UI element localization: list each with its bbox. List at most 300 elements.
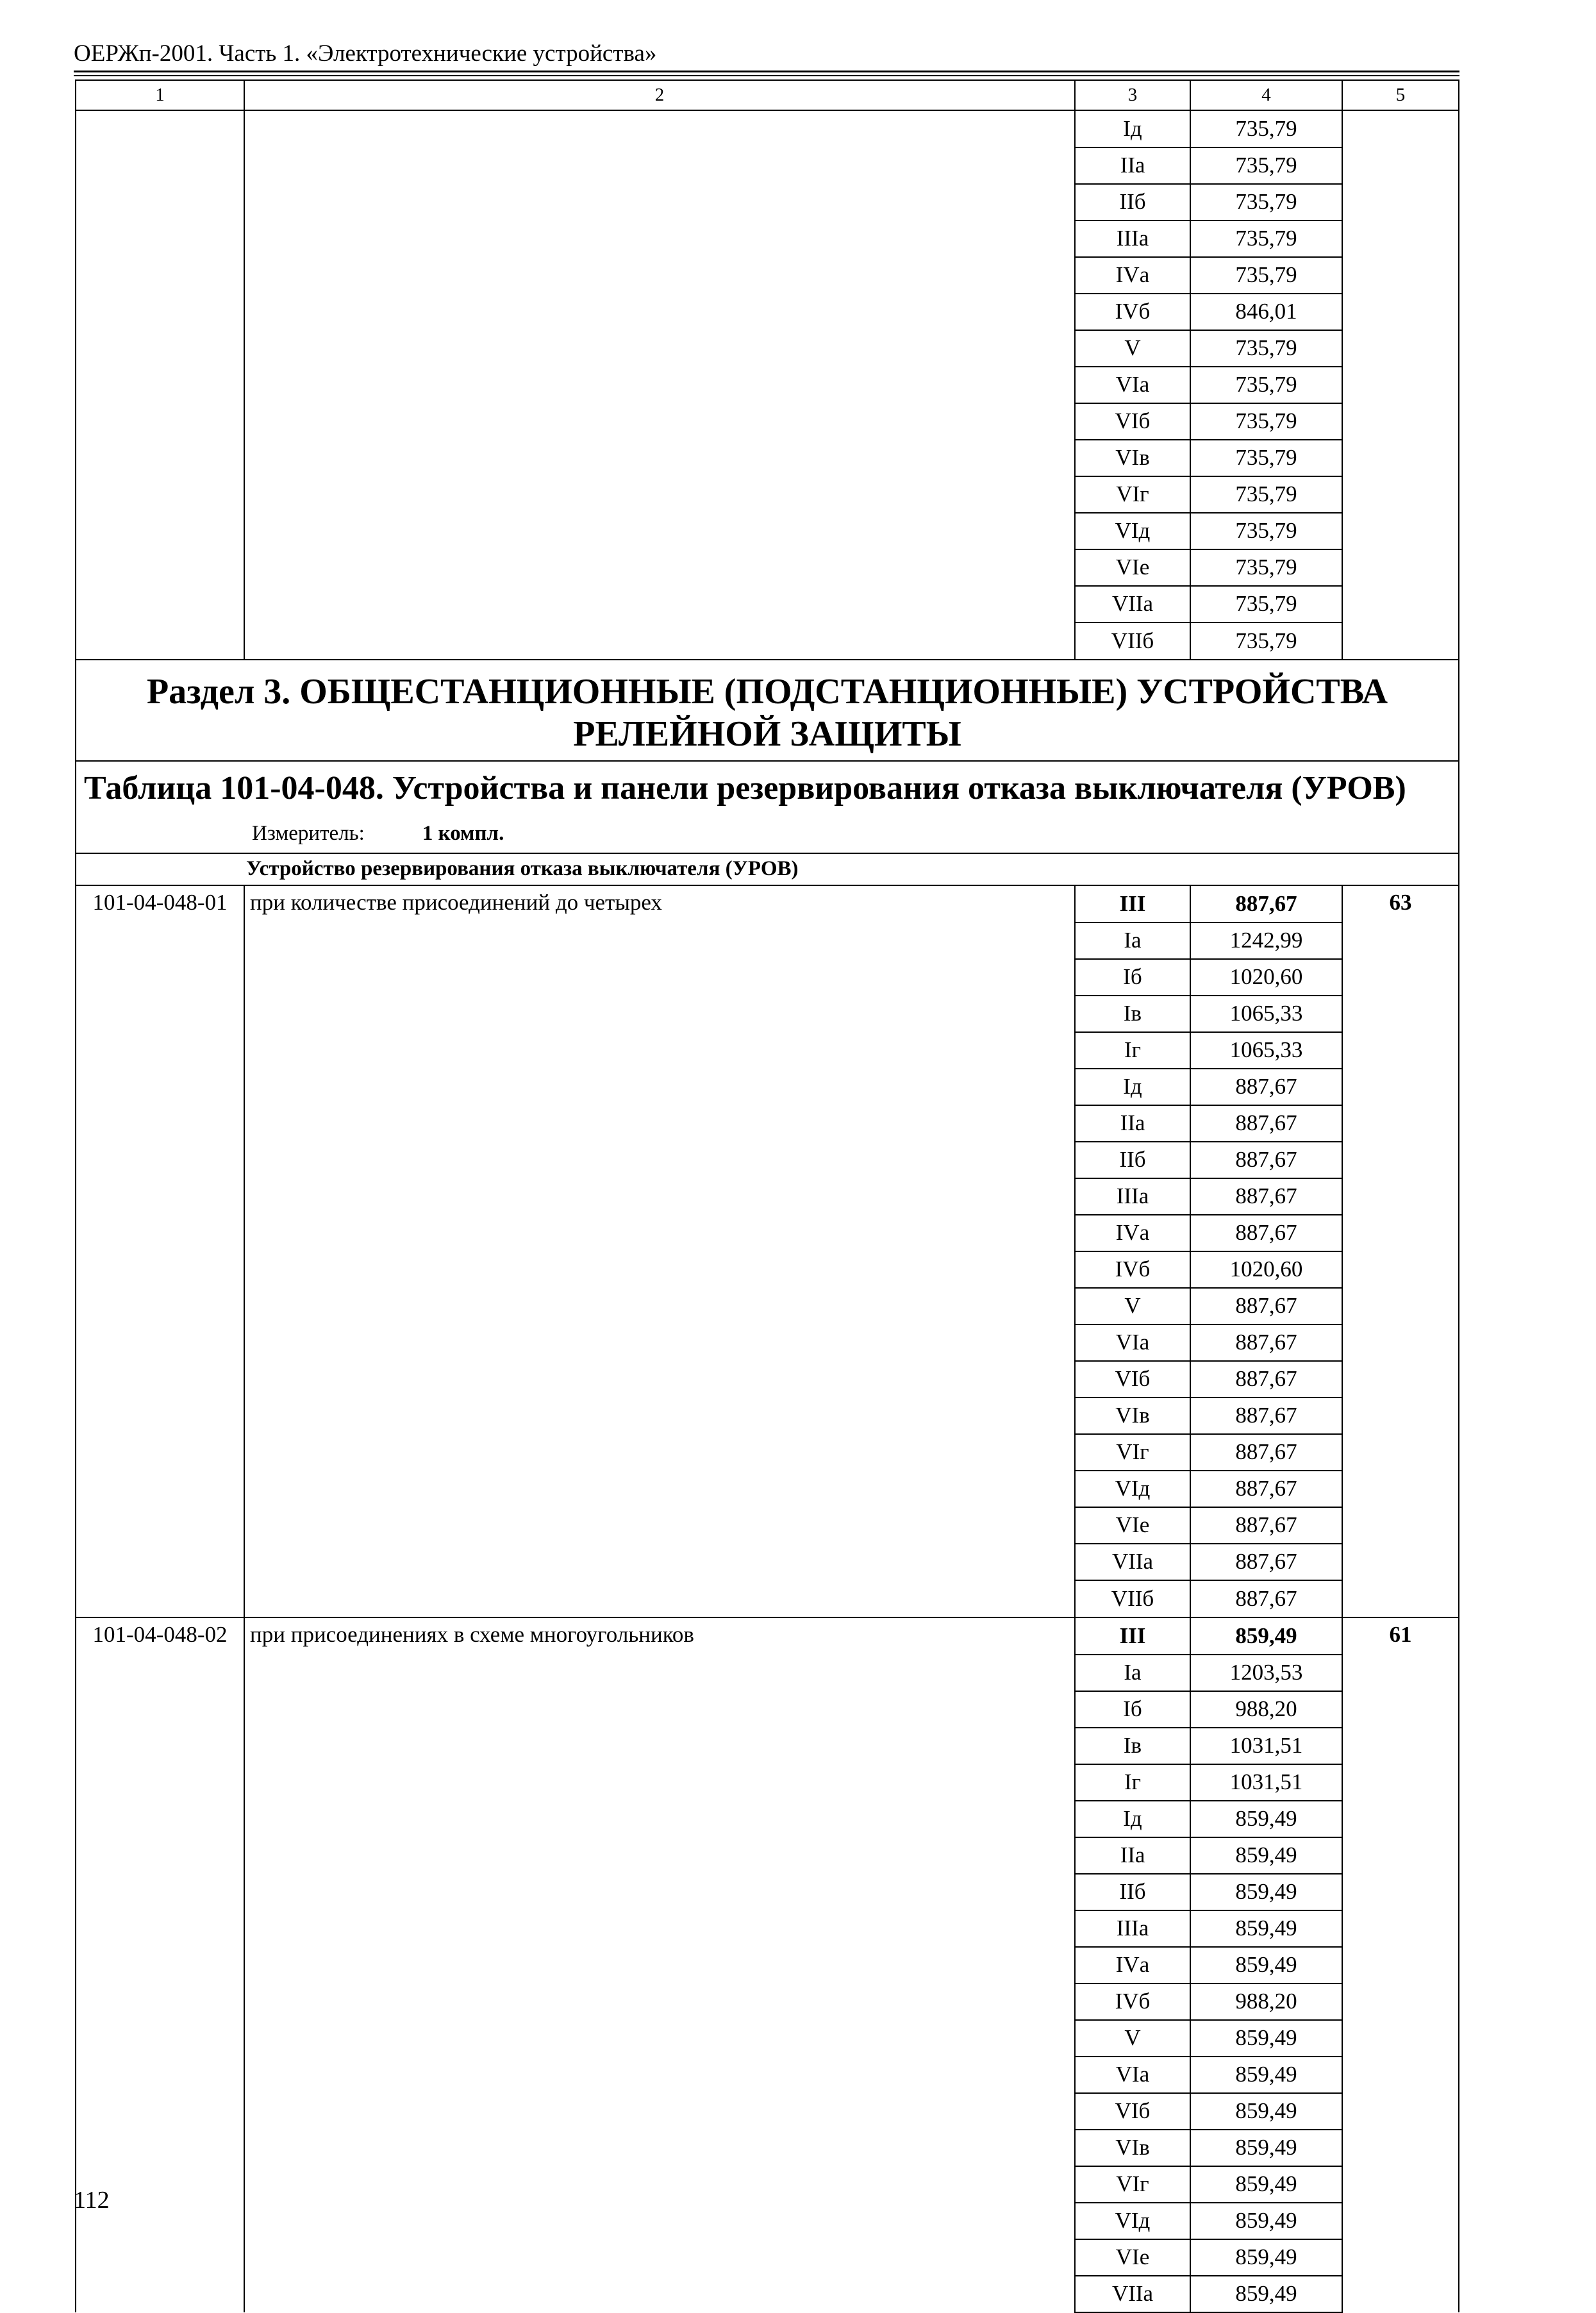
col5-cell xyxy=(1342,1069,1459,1105)
code-cell xyxy=(76,1801,244,1837)
zone-cell: Iг xyxy=(1075,1032,1190,1069)
price-cell: 859,49 xyxy=(1190,1837,1342,1874)
code-cell xyxy=(76,1764,244,1801)
price-cell: 859,49 xyxy=(1190,1801,1342,1837)
table-row xyxy=(76,2166,1459,2203)
zone-cell: VIе xyxy=(1075,1507,1190,1544)
code-cell xyxy=(76,1655,244,1691)
col5-cell xyxy=(1342,1691,1459,1728)
description-cell xyxy=(244,1580,1075,1617)
table-row xyxy=(76,1801,1459,1837)
table-title: Таблица 101-04-048. Устройства и панели резервирования отказа выключателя (УРОВ) xyxy=(84,770,1406,807)
column-number-row xyxy=(76,80,1459,110)
zone-cell: VIIа xyxy=(1075,2276,1190,2312)
price-cell: 1065,33 xyxy=(1190,1032,1342,1069)
code-cell xyxy=(76,1398,244,1434)
col5-cell xyxy=(1342,959,1459,996)
col5-cell xyxy=(1342,1251,1459,1288)
code-cell xyxy=(76,1069,244,1105)
col5-cell xyxy=(1342,2057,1459,2093)
zone-cell: IIа xyxy=(1075,147,1190,184)
price-cell: 735,79 xyxy=(1190,476,1342,513)
header-rule xyxy=(74,71,1459,72)
price-cell: 735,79 xyxy=(1190,622,1342,660)
meter-label: Измеритель: xyxy=(252,821,365,845)
description-cell xyxy=(244,1983,1075,2020)
header-rule-thin xyxy=(74,75,1459,76)
zone-cell: IIб xyxy=(1075,1874,1190,1910)
zone-cell: VIб xyxy=(1075,2093,1190,2130)
table-row xyxy=(76,1471,1459,1507)
description-cell xyxy=(244,2020,1075,2057)
price-cell: 859,49 xyxy=(1190,2203,1342,2239)
description-cell xyxy=(244,622,1075,660)
price-cell: 735,79 xyxy=(1190,403,1342,440)
table-row xyxy=(76,1874,1459,1910)
zone-cell: IIб xyxy=(1075,1142,1190,1178)
description-cell xyxy=(244,1910,1075,1947)
col5-cell xyxy=(1342,1178,1459,1215)
col5-cell xyxy=(1342,1983,1459,2020)
price-cell: 1031,51 xyxy=(1190,1728,1342,1764)
code-cell xyxy=(76,1947,244,1983)
col5-cell xyxy=(1342,440,1459,476)
table-row xyxy=(76,2093,1459,2130)
zone-cell: VIб xyxy=(1075,1361,1190,1398)
price-cell: 887,67 xyxy=(1190,1507,1342,1544)
description-cell xyxy=(244,147,1075,184)
price-cell: 887,67 xyxy=(1190,1324,1342,1361)
zone-cell: IIIа xyxy=(1075,1910,1190,1947)
description-cell: при присоединениях в схеме многоугольников xyxy=(244,1617,1075,1655)
zone-cell: Iв xyxy=(1075,1728,1190,1764)
table-row xyxy=(76,1288,1459,1324)
zone-cell: VIа xyxy=(1075,2057,1190,2093)
table-row xyxy=(76,1361,1459,1398)
col5-cell xyxy=(1342,996,1459,1032)
col5-cell xyxy=(1342,2020,1459,2057)
code-cell xyxy=(76,2057,244,2093)
col5-cell xyxy=(1342,1655,1459,1691)
code-cell xyxy=(76,923,244,959)
table-row xyxy=(76,184,1459,221)
description-cell xyxy=(244,1069,1075,1105)
col5-cell xyxy=(1342,1105,1459,1142)
col5-cell xyxy=(1342,586,1459,622)
code-cell xyxy=(76,110,244,147)
description-cell xyxy=(244,294,1075,330)
table-row xyxy=(76,2130,1459,2166)
table-row xyxy=(76,1655,1459,1691)
zone-cell: VIд xyxy=(1075,1471,1190,1507)
col5-cell xyxy=(1342,1142,1459,1178)
zone-cell: VIа xyxy=(1075,367,1190,403)
col5-cell xyxy=(1342,2239,1459,2276)
price-cell: 1203,53 xyxy=(1190,1655,1342,1691)
code-cell xyxy=(76,294,244,330)
zone-cell: Iа xyxy=(1075,1655,1190,1691)
col5-cell: 63 xyxy=(1342,885,1459,923)
table-row xyxy=(76,2276,1459,2312)
code-cell xyxy=(76,1910,244,1947)
col5-cell xyxy=(1342,1764,1459,1801)
col5-cell xyxy=(1342,147,1459,184)
col5-cell xyxy=(1342,294,1459,330)
zone-cell: VIIб xyxy=(1075,1580,1190,1617)
code-cell xyxy=(76,184,244,221)
zone-cell: IIIа xyxy=(1075,1178,1190,1215)
table-row xyxy=(76,440,1459,476)
description-cell xyxy=(244,403,1075,440)
code-cell xyxy=(76,1215,244,1251)
zone-cell: V xyxy=(1075,2020,1190,2057)
col5-cell xyxy=(1342,1324,1459,1361)
table-row xyxy=(76,1069,1459,1105)
table-row xyxy=(76,1398,1459,1434)
description-cell xyxy=(244,367,1075,403)
code-cell xyxy=(76,1471,244,1507)
zone-cell: Iа xyxy=(1075,923,1190,959)
price-cell: 735,79 xyxy=(1190,257,1342,294)
description-cell xyxy=(244,2130,1075,2166)
table-row xyxy=(76,1251,1459,1288)
price-cell: 887,67 xyxy=(1190,1580,1342,1617)
zone-cell: Iд xyxy=(1075,110,1190,147)
code-cell xyxy=(76,513,244,549)
description-cell xyxy=(244,2276,1075,2312)
table-title-row xyxy=(76,761,1459,853)
zone-cell: Iг xyxy=(1075,1764,1190,1801)
zone-cell: Iв xyxy=(1075,996,1190,1032)
code-cell xyxy=(76,1728,244,1764)
zone-cell: VIв xyxy=(1075,1398,1190,1434)
zone-cell: IIа xyxy=(1075,1837,1190,1874)
price-cell: 1020,60 xyxy=(1190,1251,1342,1288)
price-cell: 846,01 xyxy=(1190,294,1342,330)
table-title-cell xyxy=(76,761,1459,853)
description-cell xyxy=(244,2239,1075,2276)
description-cell xyxy=(244,1361,1075,1398)
zone-cell: IVб xyxy=(1075,1251,1190,1288)
price-cell: 887,67 xyxy=(1190,1361,1342,1398)
price-cell: 859,49 xyxy=(1190,2276,1342,2312)
col5-cell xyxy=(1342,476,1459,513)
zone-cell: IVа xyxy=(1075,1947,1190,1983)
zone-cell: Iб xyxy=(1075,1691,1190,1728)
description-cell xyxy=(244,2203,1075,2239)
table-row xyxy=(76,1215,1459,1251)
col5-cell xyxy=(1342,2093,1459,2130)
col5-cell xyxy=(1342,257,1459,294)
column-number: 2 xyxy=(244,80,1075,110)
table-row xyxy=(76,1434,1459,1471)
table-row xyxy=(76,147,1459,184)
description-cell xyxy=(244,1105,1075,1142)
description-cell xyxy=(244,1507,1075,1544)
description-cell xyxy=(244,2166,1075,2203)
column-number: 3 xyxy=(1075,80,1190,110)
code-cell xyxy=(76,1178,244,1215)
column-number: 4 xyxy=(1190,80,1342,110)
code-cell xyxy=(76,257,244,294)
price-cell: 859,49 xyxy=(1190,1874,1342,1910)
zone-cell: V xyxy=(1075,330,1190,367)
meter-value: 1 компл. xyxy=(422,821,504,845)
table-row xyxy=(76,2020,1459,2057)
table-row xyxy=(76,549,1459,586)
price-cell: 859,49 xyxy=(1190,2166,1342,2203)
table-row xyxy=(76,476,1459,513)
description-cell xyxy=(244,184,1075,221)
subheading-row xyxy=(76,853,1459,885)
table-row xyxy=(76,2057,1459,2093)
zone-cell: IVа xyxy=(1075,257,1190,294)
code-cell xyxy=(76,1837,244,1874)
price-cell: 735,79 xyxy=(1190,549,1342,586)
table-row xyxy=(76,110,1459,147)
price-cell: 887,67 xyxy=(1190,1398,1342,1434)
description-cell: при количестве присоединений до четырех xyxy=(244,885,1075,923)
table-row xyxy=(76,2203,1459,2239)
col5-cell xyxy=(1342,2203,1459,2239)
description-cell xyxy=(244,1544,1075,1580)
price-cell: 859,49 xyxy=(1190,2057,1342,2093)
col5-cell: 61 xyxy=(1342,1617,1459,1655)
col5-cell xyxy=(1342,1910,1459,1947)
col5-cell xyxy=(1342,1288,1459,1324)
code-cell: 101-04-048-01 xyxy=(76,885,244,923)
code-cell xyxy=(76,147,244,184)
code-cell xyxy=(76,622,244,660)
description-cell xyxy=(244,586,1075,622)
table-row xyxy=(76,996,1459,1032)
code-cell xyxy=(76,221,244,257)
description-cell xyxy=(244,110,1075,147)
price-cell: 887,67 xyxy=(1190,1288,1342,1324)
col5-cell xyxy=(1342,1215,1459,1251)
zone-cell: IVб xyxy=(1075,1983,1190,2020)
description-cell xyxy=(244,959,1075,996)
table-row xyxy=(76,1142,1459,1178)
col5-cell xyxy=(1342,1801,1459,1837)
price-cell: 859,49 xyxy=(1190,2239,1342,2276)
section-cell xyxy=(76,660,1459,761)
code-cell xyxy=(76,1580,244,1617)
col5-cell xyxy=(1342,330,1459,367)
description-cell xyxy=(244,1434,1075,1471)
col5-cell xyxy=(1342,1398,1459,1434)
zone-cell: IVа xyxy=(1075,1215,1190,1251)
price-cell: 735,79 xyxy=(1190,367,1342,403)
table-row xyxy=(76,2239,1459,2276)
zone-cell: VIIб xyxy=(1075,622,1190,660)
meter-line xyxy=(252,822,1451,846)
col5-cell xyxy=(1342,549,1459,586)
code-cell xyxy=(76,476,244,513)
table-row xyxy=(76,959,1459,996)
section-row xyxy=(76,660,1459,761)
code-cell xyxy=(76,996,244,1032)
code-cell xyxy=(76,1691,244,1728)
price-cell: 859,49 xyxy=(1190,1910,1342,1947)
zone-cell: Iб xyxy=(1075,959,1190,996)
description-cell xyxy=(244,549,1075,586)
code-cell xyxy=(76,1434,244,1471)
col5-cell xyxy=(1342,923,1459,959)
subheading: Устройство резервирования отказа выключателя (УРОВ) xyxy=(76,853,1459,885)
section-title: Раздел 3. ОБЩЕСТАНЦИОННЫЕ (ПОДСТАНЦИОННЫЕ) УСТРОЙСТВА РЕЛЕЙНОЙ ЗАЩИТЫ xyxy=(146,672,1388,755)
description-cell xyxy=(244,1288,1075,1324)
description-cell xyxy=(244,1324,1075,1361)
col5-cell xyxy=(1342,1471,1459,1507)
zone-cell: VIе xyxy=(1075,2239,1190,2276)
table-row xyxy=(76,1910,1459,1947)
code-cell xyxy=(76,1105,244,1142)
zone-cell: III xyxy=(1075,885,1190,923)
description-cell xyxy=(244,440,1075,476)
table-row xyxy=(76,885,1459,923)
price-cell: 735,79 xyxy=(1190,221,1342,257)
zone-cell: VIб xyxy=(1075,403,1190,440)
zone-cell: V xyxy=(1075,1288,1190,1324)
table-row xyxy=(76,923,1459,959)
zone-cell: VIг xyxy=(1075,2166,1190,2203)
zone-cell: Iд xyxy=(1075,1801,1190,1837)
table-row xyxy=(76,586,1459,622)
price-cell: 735,79 xyxy=(1190,513,1342,549)
zone-cell: VIв xyxy=(1075,440,1190,476)
price-cell: 988,20 xyxy=(1190,1691,1342,1728)
description-cell xyxy=(244,257,1075,294)
col5-cell xyxy=(1342,2130,1459,2166)
table-row xyxy=(76,330,1459,367)
col5-cell xyxy=(1342,1874,1459,1910)
table-row xyxy=(76,1691,1459,1728)
col5-cell xyxy=(1342,403,1459,440)
description-cell xyxy=(244,996,1075,1032)
col5-cell xyxy=(1342,1361,1459,1398)
table-row xyxy=(76,221,1459,257)
zone-cell: VIIа xyxy=(1075,1544,1190,1580)
col5-cell xyxy=(1342,1837,1459,1874)
description-cell xyxy=(244,1764,1075,1801)
price-cell: 887,67 xyxy=(1190,1434,1342,1471)
description-cell xyxy=(244,330,1075,367)
description-cell xyxy=(244,1655,1075,1691)
description-cell xyxy=(244,1142,1075,1178)
zone-cell: Iд xyxy=(1075,1069,1190,1105)
price-cell: 859,49 xyxy=(1190,2020,1342,2057)
price-cell: 887,67 xyxy=(1190,1215,1342,1251)
description-cell xyxy=(244,1251,1075,1288)
code-cell xyxy=(76,1983,244,2020)
zone-cell: VIв xyxy=(1075,2130,1190,2166)
col5-cell xyxy=(1342,221,1459,257)
code-cell: 101-04-048-02 xyxy=(76,1617,244,1655)
code-cell xyxy=(76,1361,244,1398)
price-cell: 735,79 xyxy=(1190,110,1342,147)
price-cell: 859,49 xyxy=(1190,1947,1342,1983)
table-row xyxy=(76,1947,1459,1983)
zone-cell: IIб xyxy=(1075,184,1190,221)
code-cell xyxy=(76,440,244,476)
code-cell xyxy=(76,1874,244,1910)
zone-cell: IIIа xyxy=(1075,221,1190,257)
description-cell xyxy=(244,513,1075,549)
price-cell: 988,20 xyxy=(1190,1983,1342,2020)
price-cell: 859,49 xyxy=(1190,2093,1342,2130)
page-number: 112 xyxy=(74,2187,110,2214)
table-row xyxy=(76,513,1459,549)
col5-cell xyxy=(1342,1544,1459,1580)
price-cell: 887,67 xyxy=(1190,1544,1342,1580)
price-cell: 887,67 xyxy=(1190,885,1342,923)
price-cell: 735,79 xyxy=(1190,440,1342,476)
code-cell xyxy=(76,2093,244,2130)
running-header: ОЕРЖп-2001. Часть 1. «Электротехнические устройства» xyxy=(74,40,657,67)
code-cell xyxy=(76,403,244,440)
table-row xyxy=(76,403,1459,440)
description-cell xyxy=(244,476,1075,513)
zone-cell: VIг xyxy=(1075,476,1190,513)
table-row xyxy=(76,1764,1459,1801)
table-row xyxy=(76,1178,1459,1215)
code-cell xyxy=(76,2020,244,2057)
description-cell xyxy=(244,1728,1075,1764)
price-cell: 1020,60 xyxy=(1190,959,1342,996)
price-cell: 859,49 xyxy=(1190,2130,1342,2166)
zone-cell: VIд xyxy=(1075,513,1190,549)
description-cell xyxy=(244,1691,1075,1728)
price-cell: 859,49 xyxy=(1190,1617,1342,1655)
code-cell xyxy=(76,1032,244,1069)
table-row xyxy=(76,1580,1459,1617)
zone-cell: III xyxy=(1075,1617,1190,1655)
col5-cell xyxy=(1342,2166,1459,2203)
table-row xyxy=(76,1544,1459,1580)
code-cell xyxy=(76,1544,244,1580)
col5-cell xyxy=(1342,110,1459,147)
table-row xyxy=(76,622,1459,660)
col5-cell xyxy=(1342,1580,1459,1617)
table-row xyxy=(76,1032,1459,1069)
table-row xyxy=(76,1507,1459,1544)
price-cell: 887,67 xyxy=(1190,1105,1342,1142)
table-row xyxy=(76,367,1459,403)
col5-cell xyxy=(1342,1434,1459,1471)
price-cell: 1242,99 xyxy=(1190,923,1342,959)
code-cell xyxy=(76,1142,244,1178)
col5-cell xyxy=(1342,1947,1459,1983)
table-row xyxy=(76,294,1459,330)
table-row xyxy=(76,1983,1459,2020)
code-cell xyxy=(76,367,244,403)
code-cell xyxy=(76,2276,244,2312)
description-cell xyxy=(244,1471,1075,1507)
price-table xyxy=(75,79,1459,2313)
table-row xyxy=(76,257,1459,294)
price-cell: 887,67 xyxy=(1190,1069,1342,1105)
price-cell: 887,67 xyxy=(1190,1142,1342,1178)
code-cell xyxy=(76,1507,244,1544)
description-cell xyxy=(244,2093,1075,2130)
code-cell xyxy=(76,2239,244,2276)
description-cell xyxy=(244,2057,1075,2093)
price-cell: 1031,51 xyxy=(1190,1764,1342,1801)
zone-cell: VIе xyxy=(1075,549,1190,586)
col5-cell xyxy=(1342,367,1459,403)
code-cell xyxy=(76,330,244,367)
